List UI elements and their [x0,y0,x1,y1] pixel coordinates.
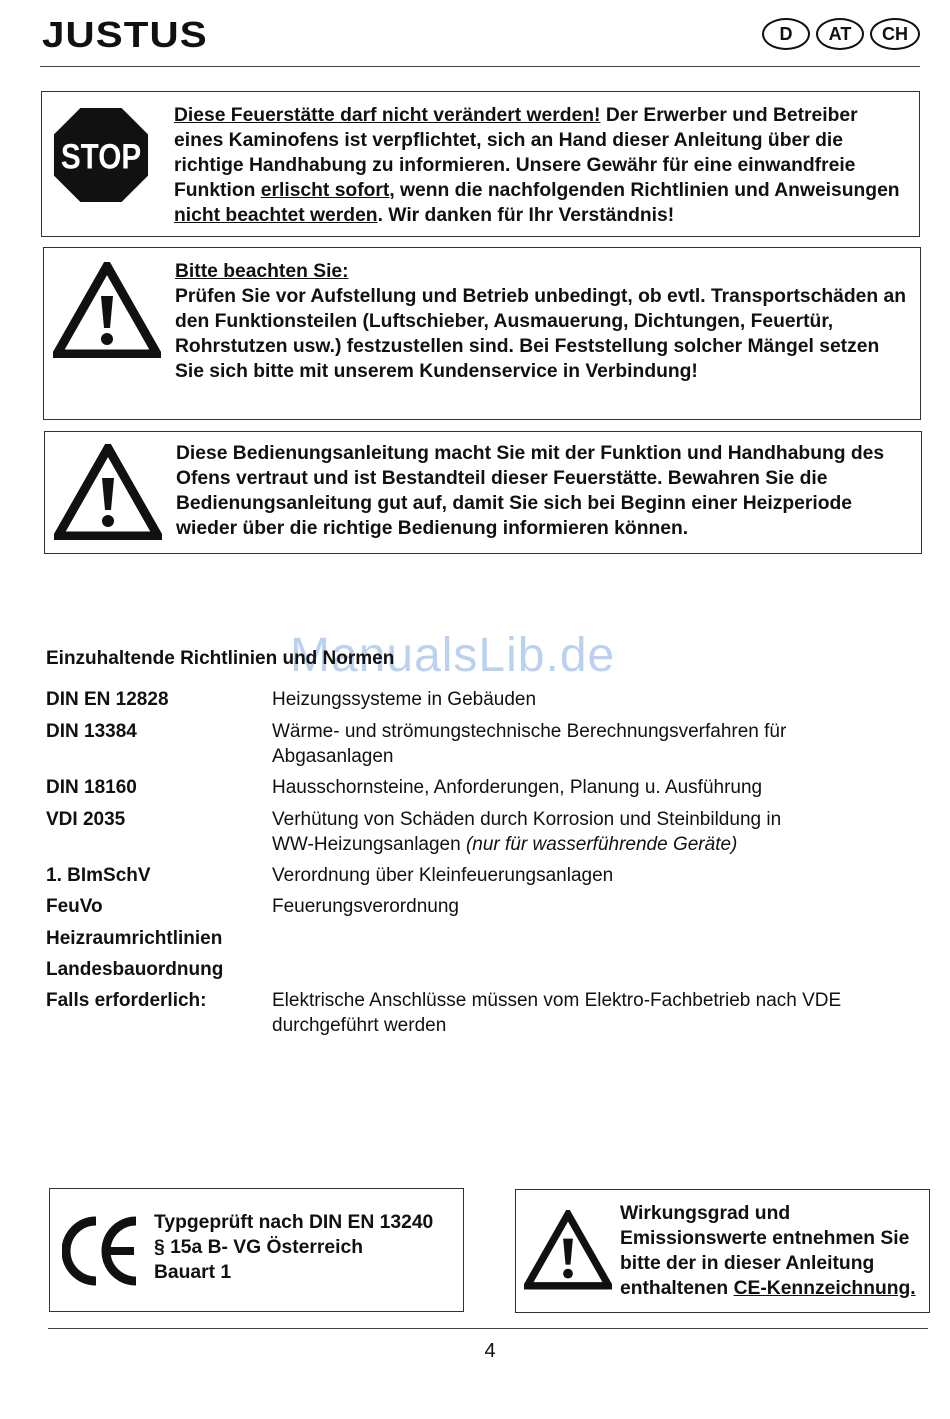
stop-notice-emphasis-1: erlischt sofort [260,180,390,201]
norm-key: VDI 2035 [46,809,126,830]
efficiency-box-text [620,1201,928,1301]
norm-value [272,807,906,857]
ce-mark-icon [62,1215,142,1287]
stop-notice-body-3: . Wir danken für Ihr Verständnis! [377,205,675,226]
brand-logo: JUSTUS [42,14,208,55]
norm-value-note: (nur für wasserführende Geräte) [465,834,738,855]
norm-key: Heizraumrichtlinien [46,928,223,949]
check-notice-text [175,259,913,384]
norm-row [46,719,906,769]
header-divider [40,66,920,67]
norm-key: Landesbauordnung [46,959,224,980]
country-badge-ch: CH [870,18,920,50]
norm-value: Hausschornsteine, Anforderungen, Planung u. Ausführung [272,777,763,798]
check-notice-box [43,247,921,420]
footer-divider [48,1328,928,1329]
ce-line-1: Typgeprüft nach DIN EN 13240 [154,1212,434,1233]
manual-notice-text: Diese Bedienungsanleitung macht Sie mit der Funktion und Handhabung des Ofens vertraut und ist Bestandteil dieser Feuerstätte. Bewahren Sie die Bedienungsanleitung gut auf, damit Sie sich bei Beginn einer Heizperiode wieder über die richtige Bedienung informieren können. [176,443,885,539]
norm-key: FeuVo [46,896,103,917]
norm-key: DIN 13384 [46,721,137,742]
norm-value: Heizungssysteme in Gebäuden [272,689,537,710]
norms-title: Einzuhaltende Richtlinien und Normen [46,648,395,669]
stop-notice-emphasis-2: nicht beachtet werden [174,205,378,226]
norm-key: DIN 18160 [46,777,137,798]
norm-row [46,988,906,1038]
stop-notice-box [41,91,920,237]
warning-triangle-icon [54,444,162,540]
ce-line-2: § 15a B- VG Österreich [154,1237,363,1258]
norm-row [46,863,906,888]
country-badges [762,18,920,50]
country-badge-at: AT [816,18,864,50]
check-notice-body: Prüfen Sie vor Aufstellung und Betrieb unbedingt, ob evtl. Transportschäden an den Funktionsteilen (Luftschieber, Ausmauerung, Dichtungen, Feuertür, Rohrstutzen usw.) festzustellen sind. Bei Feststellung solcher Mängel setzen Sie sich bitte mit unserem Kundenservice in Verbindung! [175,286,906,382]
norm-value: Verordnung über Kleinfeuerungsanlagen [272,865,614,886]
norm-key: Falls erforderlich: [46,990,207,1011]
norm-value [272,926,906,951]
norm-row [46,807,906,857]
norm-key: DIN EN 12828 [46,689,169,710]
norm-value [272,957,906,982]
watermark: ManualsLib.de [290,629,616,682]
country-badge-d: D [762,18,810,50]
warning-triangle-icon [524,1210,612,1290]
manual-notice-box [44,431,922,554]
ce-box-text [154,1210,459,1285]
stop-notice-text [174,103,909,228]
page-number: 4 [484,1340,496,1362]
stop-notice-heading: Diese Feuerstätte darf nicht verändert werden! [174,105,601,126]
norm-row [46,926,906,951]
norm-value-text: Verhütung von Schäden durch Korrosion und Steinbildung in WW-Heizungsanlagen [272,809,782,855]
stop-sign-icon [52,106,150,204]
norm-row [46,687,906,712]
stop-sign-label: STOP [60,137,142,177]
norm-key: 1. BImSchV [46,865,151,886]
norm-value: Wärme- und strömungstechnische Berechnungsverfahren für Abgasanlagen [272,721,787,767]
norm-value: Elektrische Anschlüsse müssen vom Elektro-Fachbetrieb nach VDE durchgeführt werden [272,990,842,1036]
norm-row [46,775,906,800]
norm-row [46,957,906,982]
ce-box [49,1188,464,1312]
stop-notice-body-2: , wenn die nachfolgenden Richtlinien und Anweisungen [389,180,900,201]
warning-triangle-icon [53,262,161,358]
norm-row [46,894,906,919]
efficiency-box [515,1189,930,1313]
norm-value: Feuerungsverordnung [272,896,459,917]
check-notice-heading: Bitte beachten Sie: [175,261,349,282]
efficiency-text: Wirkungsgrad und Emissionswerte entnehmen Sie bitte der in dieser Anleitung enthaltenen [620,1203,910,1299]
ce-marking-reference: CE-Kennzeichnung. [733,1278,916,1299]
ce-line-3: Bauart 1 [154,1262,232,1283]
stop-notice-body-1: Der Erwerber und Betreiber eines Kaminofens ist verpflichtet, sich an Hand dieser Anleitung über die richtige Handhabung zu informieren. Unsere Gewähr für eine einwandfreie Funktion [174,105,858,201]
